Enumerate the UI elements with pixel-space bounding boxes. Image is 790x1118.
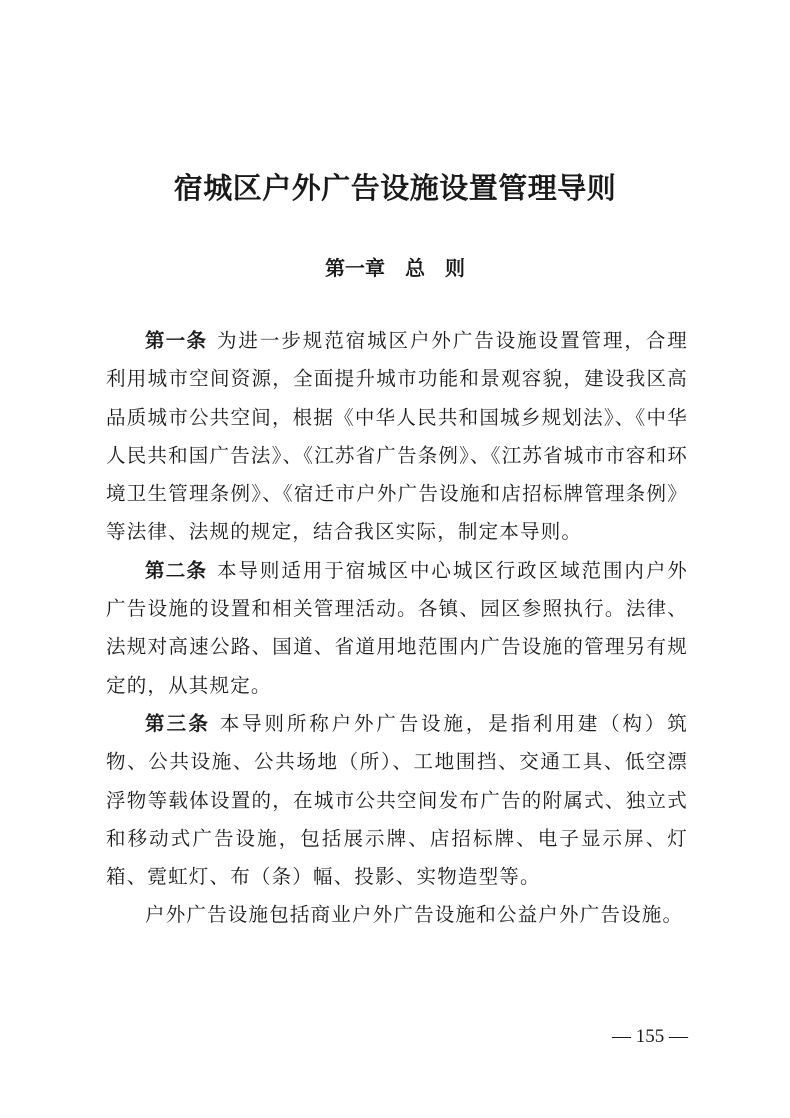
document-body <box>106 322 688 935</box>
continuation-paragraph <box>106 896 688 934</box>
article-paragraph <box>106 705 688 896</box>
article-number: 第三条 <box>145 711 211 735</box>
article-text: 本导则适用于宿城区中心城区行政区域范围内户外广告设施的设置和相关管理活动。各镇、园区参照执行。法律、法规对高速公路、国道、省道用地范围内广告设施的管理另有规定的，从其规定。 <box>106 558 688 697</box>
paragraph-text: 户外广告设施包括商业户外广告设施和公益户外广告设施。 <box>145 903 684 927</box>
article-number: 第一条 <box>145 329 208 352</box>
article-text: 本导则所称户外广告设施，是指利用建（构）筑物、公共设施、公共场地（所）、工地围挡、交通工具、低空漂浮物等载体设置的，在城市公共空间发布广告的附属式、独立式和移动式广告设施，包括展示牌、店招标牌、电子显示屏、灯箱、霓虹灯、布（条）幅、投影、实物造型等。 <box>106 711 688 889</box>
document-title: 宿城区户外广告设施设置管理导则 <box>173 171 617 205</box>
article-paragraph <box>106 322 688 552</box>
article-number: 第二条 <box>145 558 208 582</box>
article-paragraph <box>106 552 688 705</box>
chapter-heading: 第一章 总 则 <box>325 256 465 280</box>
article-text: 为进一步规范宿城区户外广告设施设置管理，合理利用城市空间资源，全面提升城市功能和景观容貌，建设我区高品质城市公共空间，根据《中华人民共和国城乡规划法》、《中华人民共和国广告法》、《江苏省广告条例》、《江苏省城市市容和环境卫生管理条例》、《宿迁市户外广告设施和店招标牌管理条例》等法律、法规的规定，结合我区实际，制定本导则。 <box>106 329 689 544</box>
page-number: — 155 — <box>612 1026 688 1047</box>
